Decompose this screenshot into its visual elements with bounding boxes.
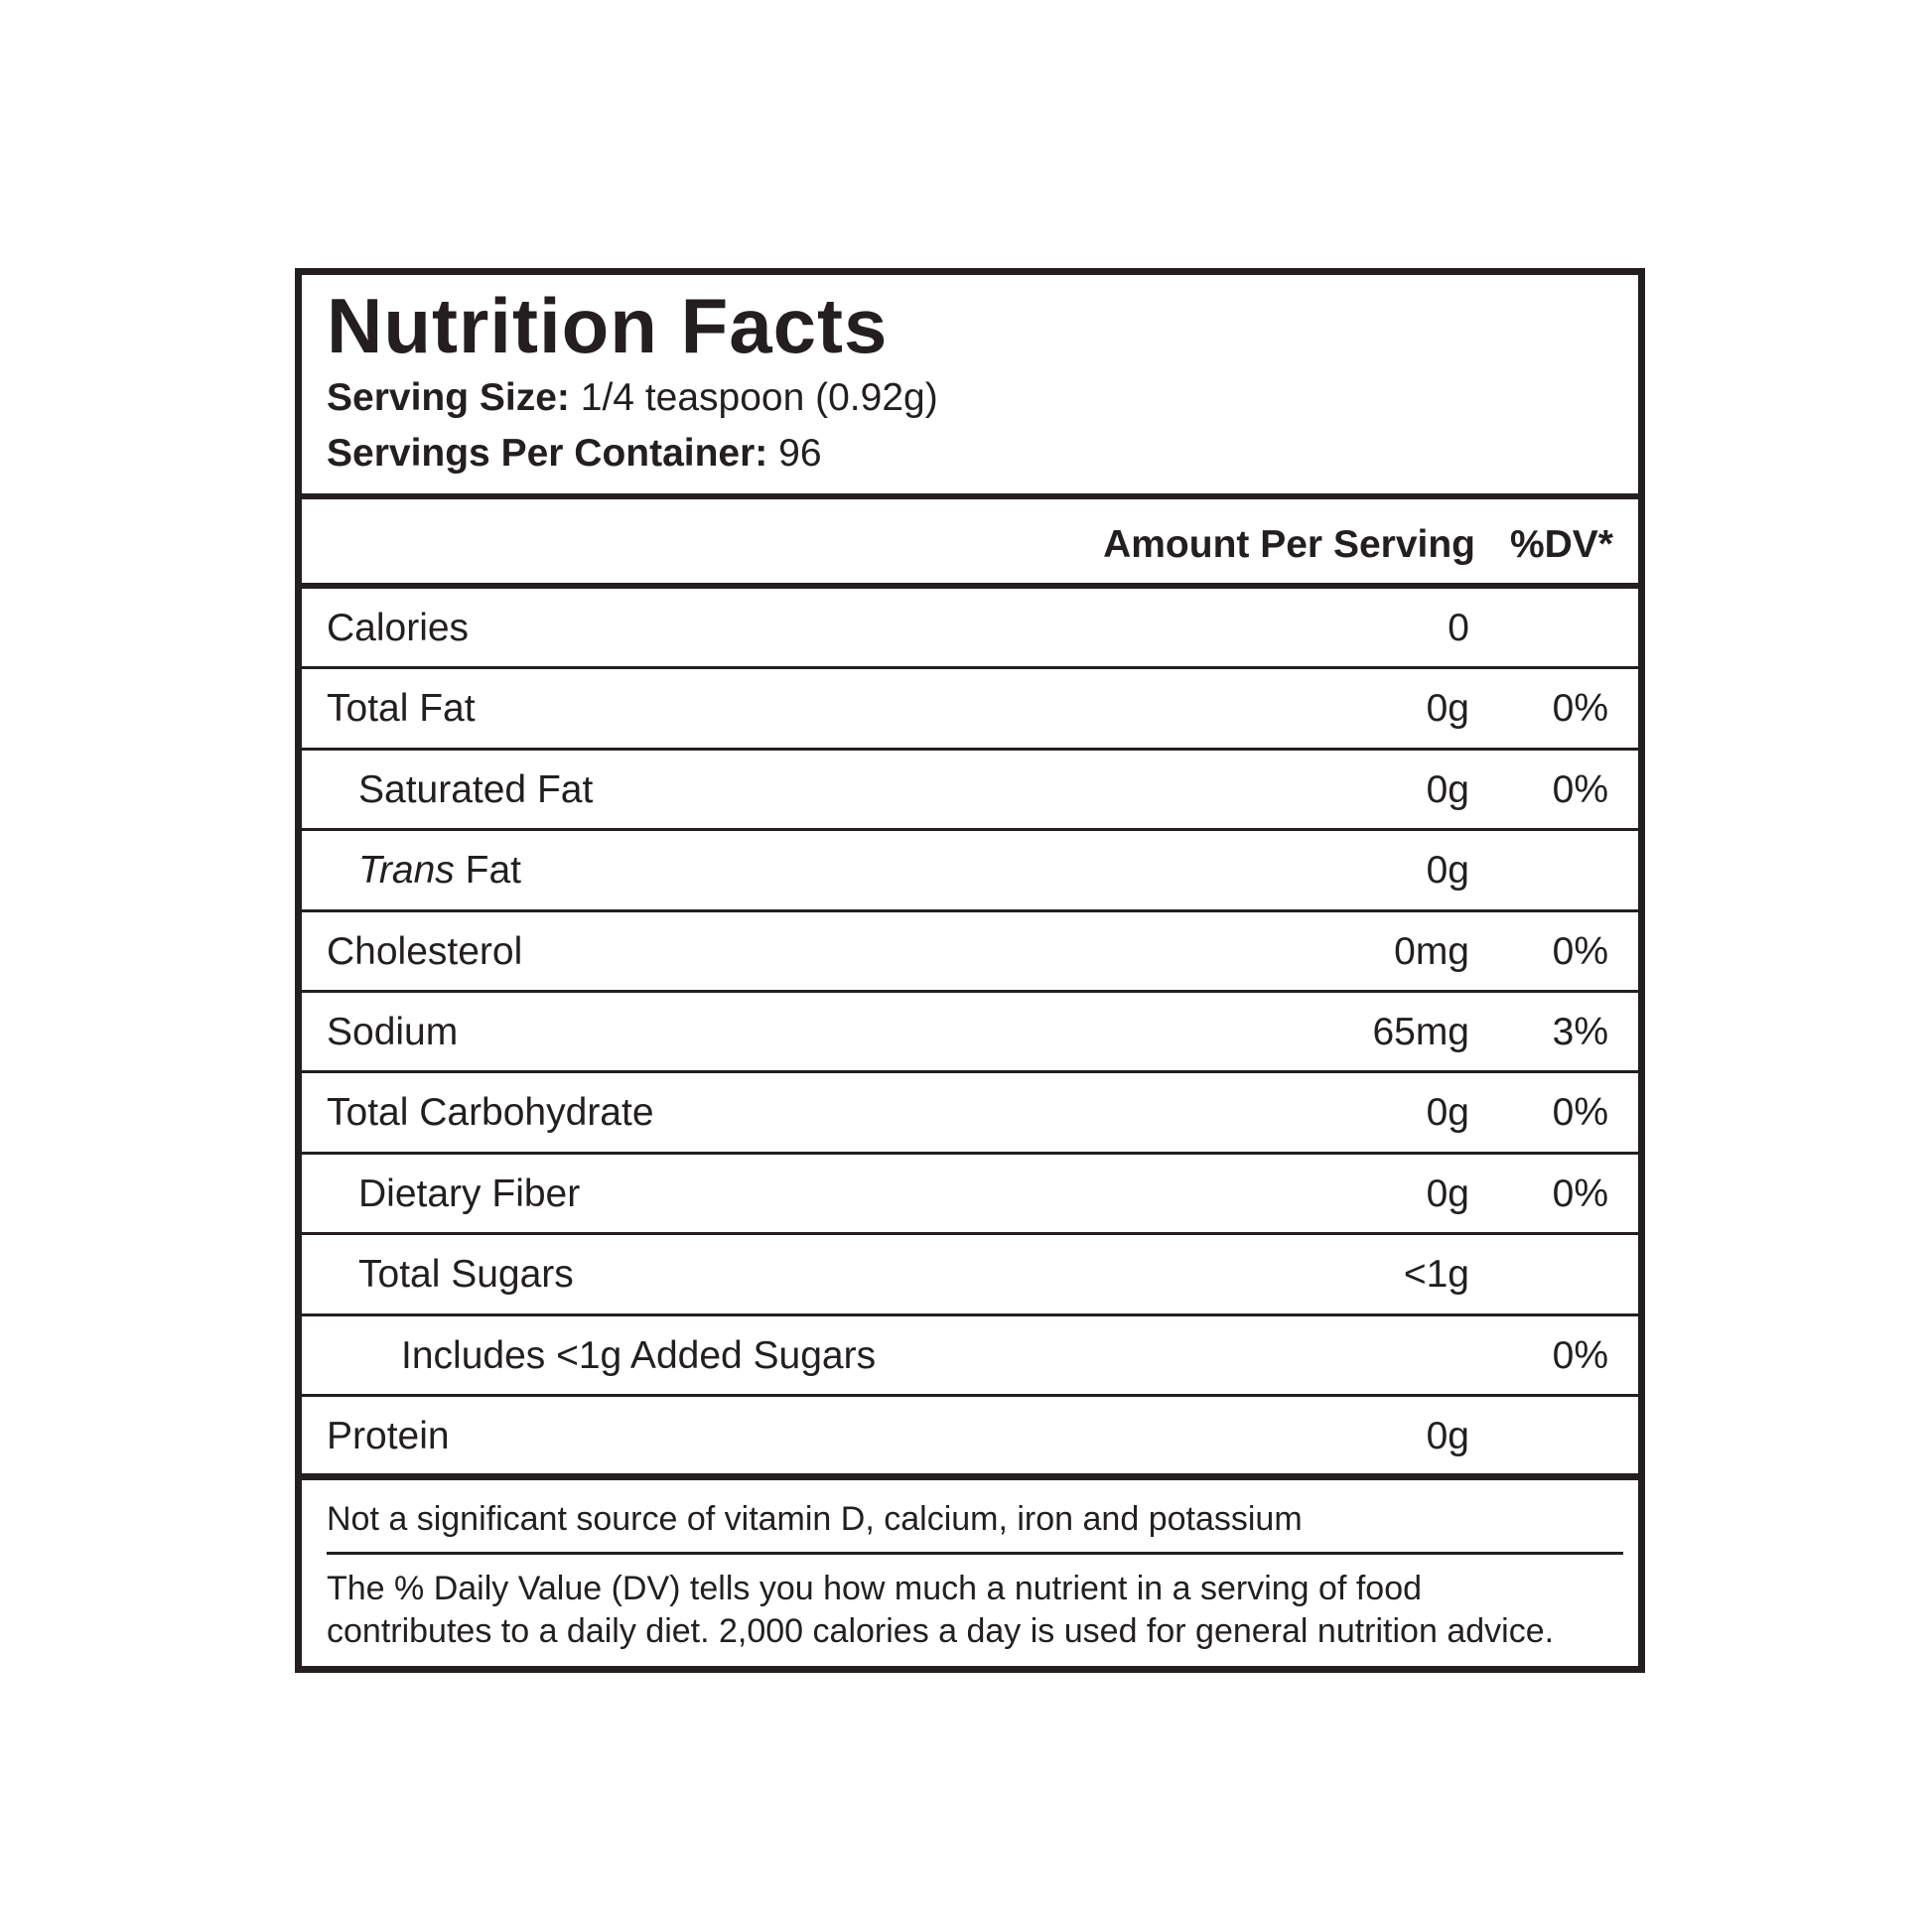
nutrient-name: Includes <1g Added Sugars [401,1333,877,1377]
nutrient-row-added-sugars [302,1316,1638,1397]
nutrient-dv: 0% [1552,1091,1608,1135]
nutrient-amount: 0g [1426,1414,1469,1457]
column-header-row [302,499,1638,589]
label-title: Nutrition Facts [327,282,889,369]
nutrient-name: Dietary Fiber [358,1172,581,1215]
serving-size-label: Serving Size: [327,376,570,419]
nutrient-amount: 0g [1426,1091,1469,1135]
nutrient-amount: 65mg [1372,1010,1469,1053]
nutrient-row-saturated-fat [302,751,1638,831]
nutrient-row-total-fat [302,669,1638,750]
nutrient-amount: <1g [1403,1253,1469,1297]
nutrient-row-calories [302,589,1638,669]
nutrient-amount: 0g [1426,1172,1469,1215]
nutrient-amount: 0mg [1394,929,1469,973]
servings-per-container-value: 96 [778,432,822,475]
nutrient-name: Calories [327,607,470,649]
nutrient-row-protein [302,1397,1638,1480]
nutrient-dv: 0% [1552,1333,1608,1377]
footnote-daily-value [327,1568,1554,1653]
nutrition-facts-label [295,268,1645,1673]
nutrient-row-total-carbohydrate [302,1073,1638,1154]
nutrient-dv: 0% [1552,687,1608,731]
servings-per-container-label: Servings Per Container: [327,432,768,475]
footnote-not-significant: Not a significant source of vitamin D, calcium, iron and potassium [327,1500,1303,1538]
nutrient-row-trans-fat [302,831,1638,911]
label-header [302,275,1638,499]
footer-divider [327,1552,1623,1555]
nutrient-dv: 0% [1552,767,1608,811]
nutrient-dv: 3% [1552,1010,1608,1053]
nutrient-dv: 0% [1552,929,1608,973]
nutrient-name [358,849,521,893]
nutrient-row-total-sugars [302,1235,1638,1315]
nutrient-row-dietary-fiber [302,1155,1638,1235]
amount-per-serving-header: Amount Per Serving [1103,523,1475,566]
nutrient-name-italic: Trans [358,849,455,893]
nutrient-name: Total Carbohydrate [327,1091,654,1135]
servings-per-container [327,434,822,473]
nutrient-row-sodium [302,993,1638,1073]
serving-size-value: 1/4 teaspoon (0.92g) [580,376,938,419]
nutrient-name: Total Sugars [358,1253,574,1297]
daily-value-header: %DV* [1509,523,1613,566]
nutrient-dv: 0% [1552,1172,1608,1215]
footnote-daily-value-line-1: The % Daily Value (DV) tells you how much a nutrient in a serving of food [327,1570,1423,1607]
nutrient-name: Sodium [327,1010,459,1053]
footnote-daily-value-line-2: contributes to a daily diet. 2,000 calories a day is used for general nutrition advice. [327,1612,1555,1650]
nutrient-name: Cholesterol [327,929,523,973]
nutrient-name: Saturated Fat [358,767,594,811]
nutrient-row-cholesterol [302,912,1638,993]
nutrient-name-rest: Fat [454,849,521,893]
nutrient-amount: 0 [1448,607,1469,649]
nutrient-amount: 0g [1426,767,1469,811]
nutrient-amount: 0g [1426,849,1469,893]
serving-size [327,378,938,417]
nutrient-table [302,589,1638,1480]
nutrient-amount: 0g [1426,687,1469,731]
nutrient-name: Total Fat [327,687,476,731]
nutrient-name: Protein [327,1414,450,1457]
